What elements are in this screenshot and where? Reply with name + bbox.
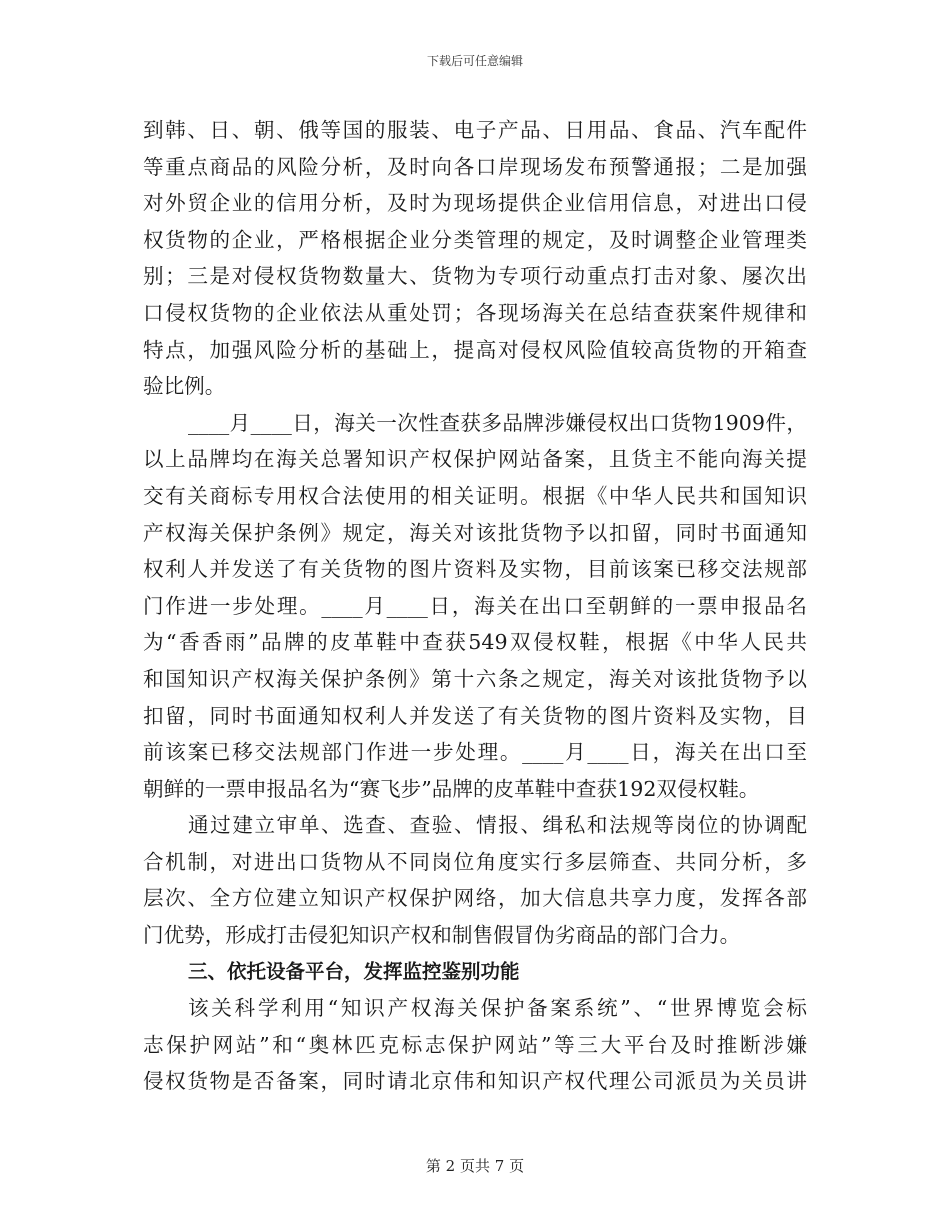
text-line: 到韩、日、朝、俄等国的服装、电子产品、日用品、食品、汽车配件 bbox=[143, 118, 807, 142]
text-line: 别；三是对侵权货物数量大、货物为专项行动重点打击对象、屡次出 bbox=[143, 264, 807, 289]
text-line: 和国知识产权海关保护条例》第十六条之规定，海关对该批货物予以 bbox=[143, 666, 807, 691]
text-line: 以上品牌均在海关总署知识产权保护网站备案，且货主不能向海关提 bbox=[143, 447, 807, 472]
text-line: 朝鲜的一票申报品名为“赛飞步”品牌的皮革鞋中查获192双侵权鞋。 bbox=[143, 776, 760, 801]
text-line: 验比例。 bbox=[143, 374, 226, 399]
page-footer: 第 2 页共 7 页 bbox=[425, 1157, 525, 1175]
text-line: 口侵权货物的企业依法从重处罚；各现场海关在总结查获案件规律和 bbox=[143, 300, 807, 325]
text-line: 交有关商标专用权合法使用的相关证明。根据《中华人民共和国知识 bbox=[143, 483, 807, 508]
paragraph-first-line: 通过建立审单、选查、查验、情报、缉私和法规等岗位的协调配 bbox=[188, 813, 807, 838]
paragraph-first-line: 该关科学利用“知识产权海关保护备案系统”、“世界博览会标 bbox=[188, 996, 807, 1021]
paragraph-first-line: ____月____日，海关一次性查获多品牌涉嫌侵权出口货物1909件， bbox=[188, 410, 807, 435]
text-line: 产权海关保护条例》规定，海关对该批货物予以扣留，同时书面通知 bbox=[143, 520, 807, 545]
document-body bbox=[143, 112, 807, 1100]
text-line: 侵权货物是否备案，同时请北京伟和知识产权代理公司派员为关员讲 bbox=[143, 1069, 807, 1094]
text-line: 志保护网站”和“奥林匹克标志保护网站”等三大平台及时推断涉嫌 bbox=[143, 1032, 807, 1057]
text-line: 门优势，形成打击侵犯知识产权和制售假冒伪劣商品的部门合力。 bbox=[143, 923, 741, 948]
text-line: 门作进一步处理。____月____日，海关在出口至朝鲜的一票申报品名 bbox=[143, 593, 807, 618]
section-heading: 三、依托设备平台，发挥监控鉴别功能 bbox=[188, 959, 520, 983]
text-line: 等重点商品的风险分析，及时向各口岸现场发布预警通报；二是加强 bbox=[143, 154, 807, 179]
text-line: 合机制，对进出口货物从不同岗位角度实行多层筛查、共同分析，多 bbox=[143, 849, 807, 874]
text-line: 对外贸企业的信用分析，及时为现场提供企业信用信息，对进出口侵 bbox=[143, 191, 807, 216]
page-header: 下载后可任意编辑 bbox=[426, 54, 523, 68]
text-line: 权利人并发送了有关货物的图片资料及实物，目前该案已移交法规部 bbox=[143, 557, 807, 582]
text-line: 层次、全方位建立知识产权保护网络，加大信息共享力度，发挥各部 bbox=[143, 886, 807, 911]
text-line: 为“香香雨”品牌的皮革鞋中查获549双侵权鞋，根据《中华人民共 bbox=[143, 630, 807, 655]
text-line: 扣留，同时书面通知权利人并发送了有关货物的图片资料及实物，目 bbox=[143, 703, 807, 728]
text-line: 权货物的企业，严格根据企业分类管理的规定，及时调整企业管理类 bbox=[143, 227, 807, 252]
text-line: 特点，加强风险分析的基础上，提高对侵权风险值较高货物的开箱查 bbox=[143, 337, 807, 362]
text-line: 前该案已移交法规部门作进一步处理。____月____日，海关在出口至 bbox=[143, 740, 807, 765]
